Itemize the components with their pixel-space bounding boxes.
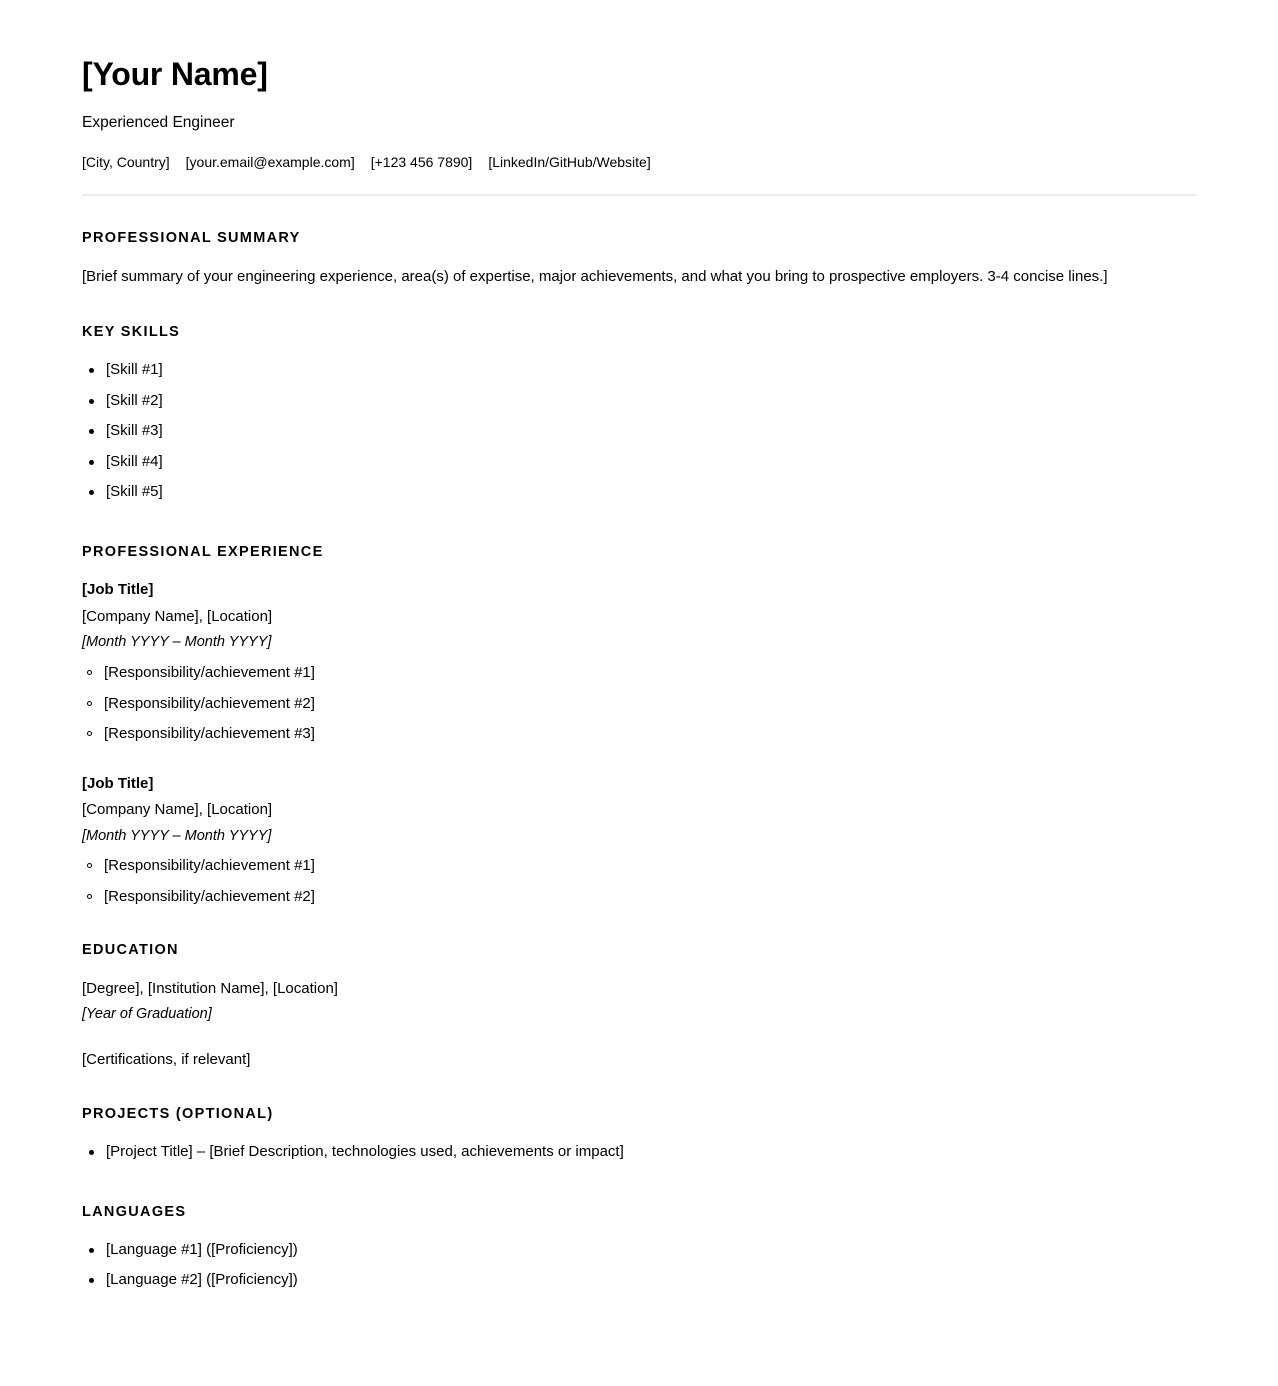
list-item: [Skill #4] xyxy=(82,452,1196,472)
section-heading-education: EDUCATION xyxy=(82,942,179,959)
job-company: [Company Name], [Location] xyxy=(82,607,273,625)
contact-phone: [+123 456 7890] xyxy=(370,153,473,170)
section-heading-languages: LANGUAGES xyxy=(82,1203,187,1220)
section-heading-summary: PROFESSIONAL SUMMARY xyxy=(82,229,301,246)
section-languages xyxy=(82,1204,1196,1290)
job-responsibilities-list xyxy=(82,856,1196,906)
section-education xyxy=(82,942,1196,1069)
list-item: [Responsibility/achievement #3] xyxy=(82,724,1196,744)
list-item: [Responsibility/achievement #1] xyxy=(82,663,1196,683)
job-responsibilities-list xyxy=(82,663,1196,744)
job-title: [Job Title] xyxy=(82,581,154,599)
summary-text: [Brief summary of your engineering experience, area(s) of expertise, major achievements, and what you bring to prospective employers. 3-4 concise lines.] xyxy=(82,268,1108,286)
education-year: [Year of Graduation] xyxy=(82,1006,212,1023)
section-professional-summary xyxy=(82,230,1196,288)
list-item: [Language #2] ([Proficiency]) xyxy=(82,1270,1196,1290)
professional-headline: Experienced Engineer xyxy=(82,113,235,131)
job-company: [Company Name], [Location] xyxy=(82,801,273,819)
section-heading-experience: PROFESSIONAL EXPERIENCE xyxy=(82,543,324,560)
section-key-skills xyxy=(82,324,1196,502)
list-item: [Responsibility/achievement #1] xyxy=(82,856,1196,876)
list-item: [Responsibility/achievement #2] xyxy=(82,887,1196,907)
section-heading-skills: KEY SKILLS xyxy=(82,323,181,340)
job-dates: [Month YYYY – Month YYYY] xyxy=(82,827,272,844)
contact-location: [City, Country] xyxy=(82,153,170,170)
list-item: [Responsibility/achievement #2] xyxy=(82,694,1196,714)
list-item: [Skill #5] xyxy=(82,482,1196,502)
projects-list xyxy=(82,1142,1196,1162)
list-item: [Skill #3] xyxy=(82,421,1196,441)
contact-links: [LinkedIn/GitHub/Website] xyxy=(488,153,651,170)
list-item: [Language #1] ([Proficiency]) xyxy=(82,1240,1196,1260)
skills-list xyxy=(82,360,1196,502)
job-title: [Job Title] xyxy=(82,774,154,792)
education-certifications: [Certifications, if relevant] xyxy=(82,1051,251,1069)
experience-entry xyxy=(82,774,1196,907)
education-degree: [Degree], [Institution Name], [Location] xyxy=(82,979,338,997)
list-item: [Skill #1] xyxy=(82,360,1196,380)
header-divider xyxy=(82,194,1196,196)
section-projects xyxy=(82,1106,1196,1162)
page-title: [Your Name] xyxy=(82,56,268,92)
list-item: [Project Title] – [Brief Description, technologies used, achievements or impact] xyxy=(82,1142,1196,1162)
list-item: [Skill #2] xyxy=(82,391,1196,411)
job-dates: [Month YYYY – Month YYYY] xyxy=(82,634,272,651)
contact-line xyxy=(82,153,1196,172)
languages-list xyxy=(82,1240,1196,1290)
contact-email: [your.email@example.com] xyxy=(185,153,355,170)
section-professional-experience xyxy=(82,544,1196,907)
section-heading-projects: PROJECTS (OPTIONAL) xyxy=(82,1105,274,1122)
experience-entry xyxy=(82,580,1196,743)
